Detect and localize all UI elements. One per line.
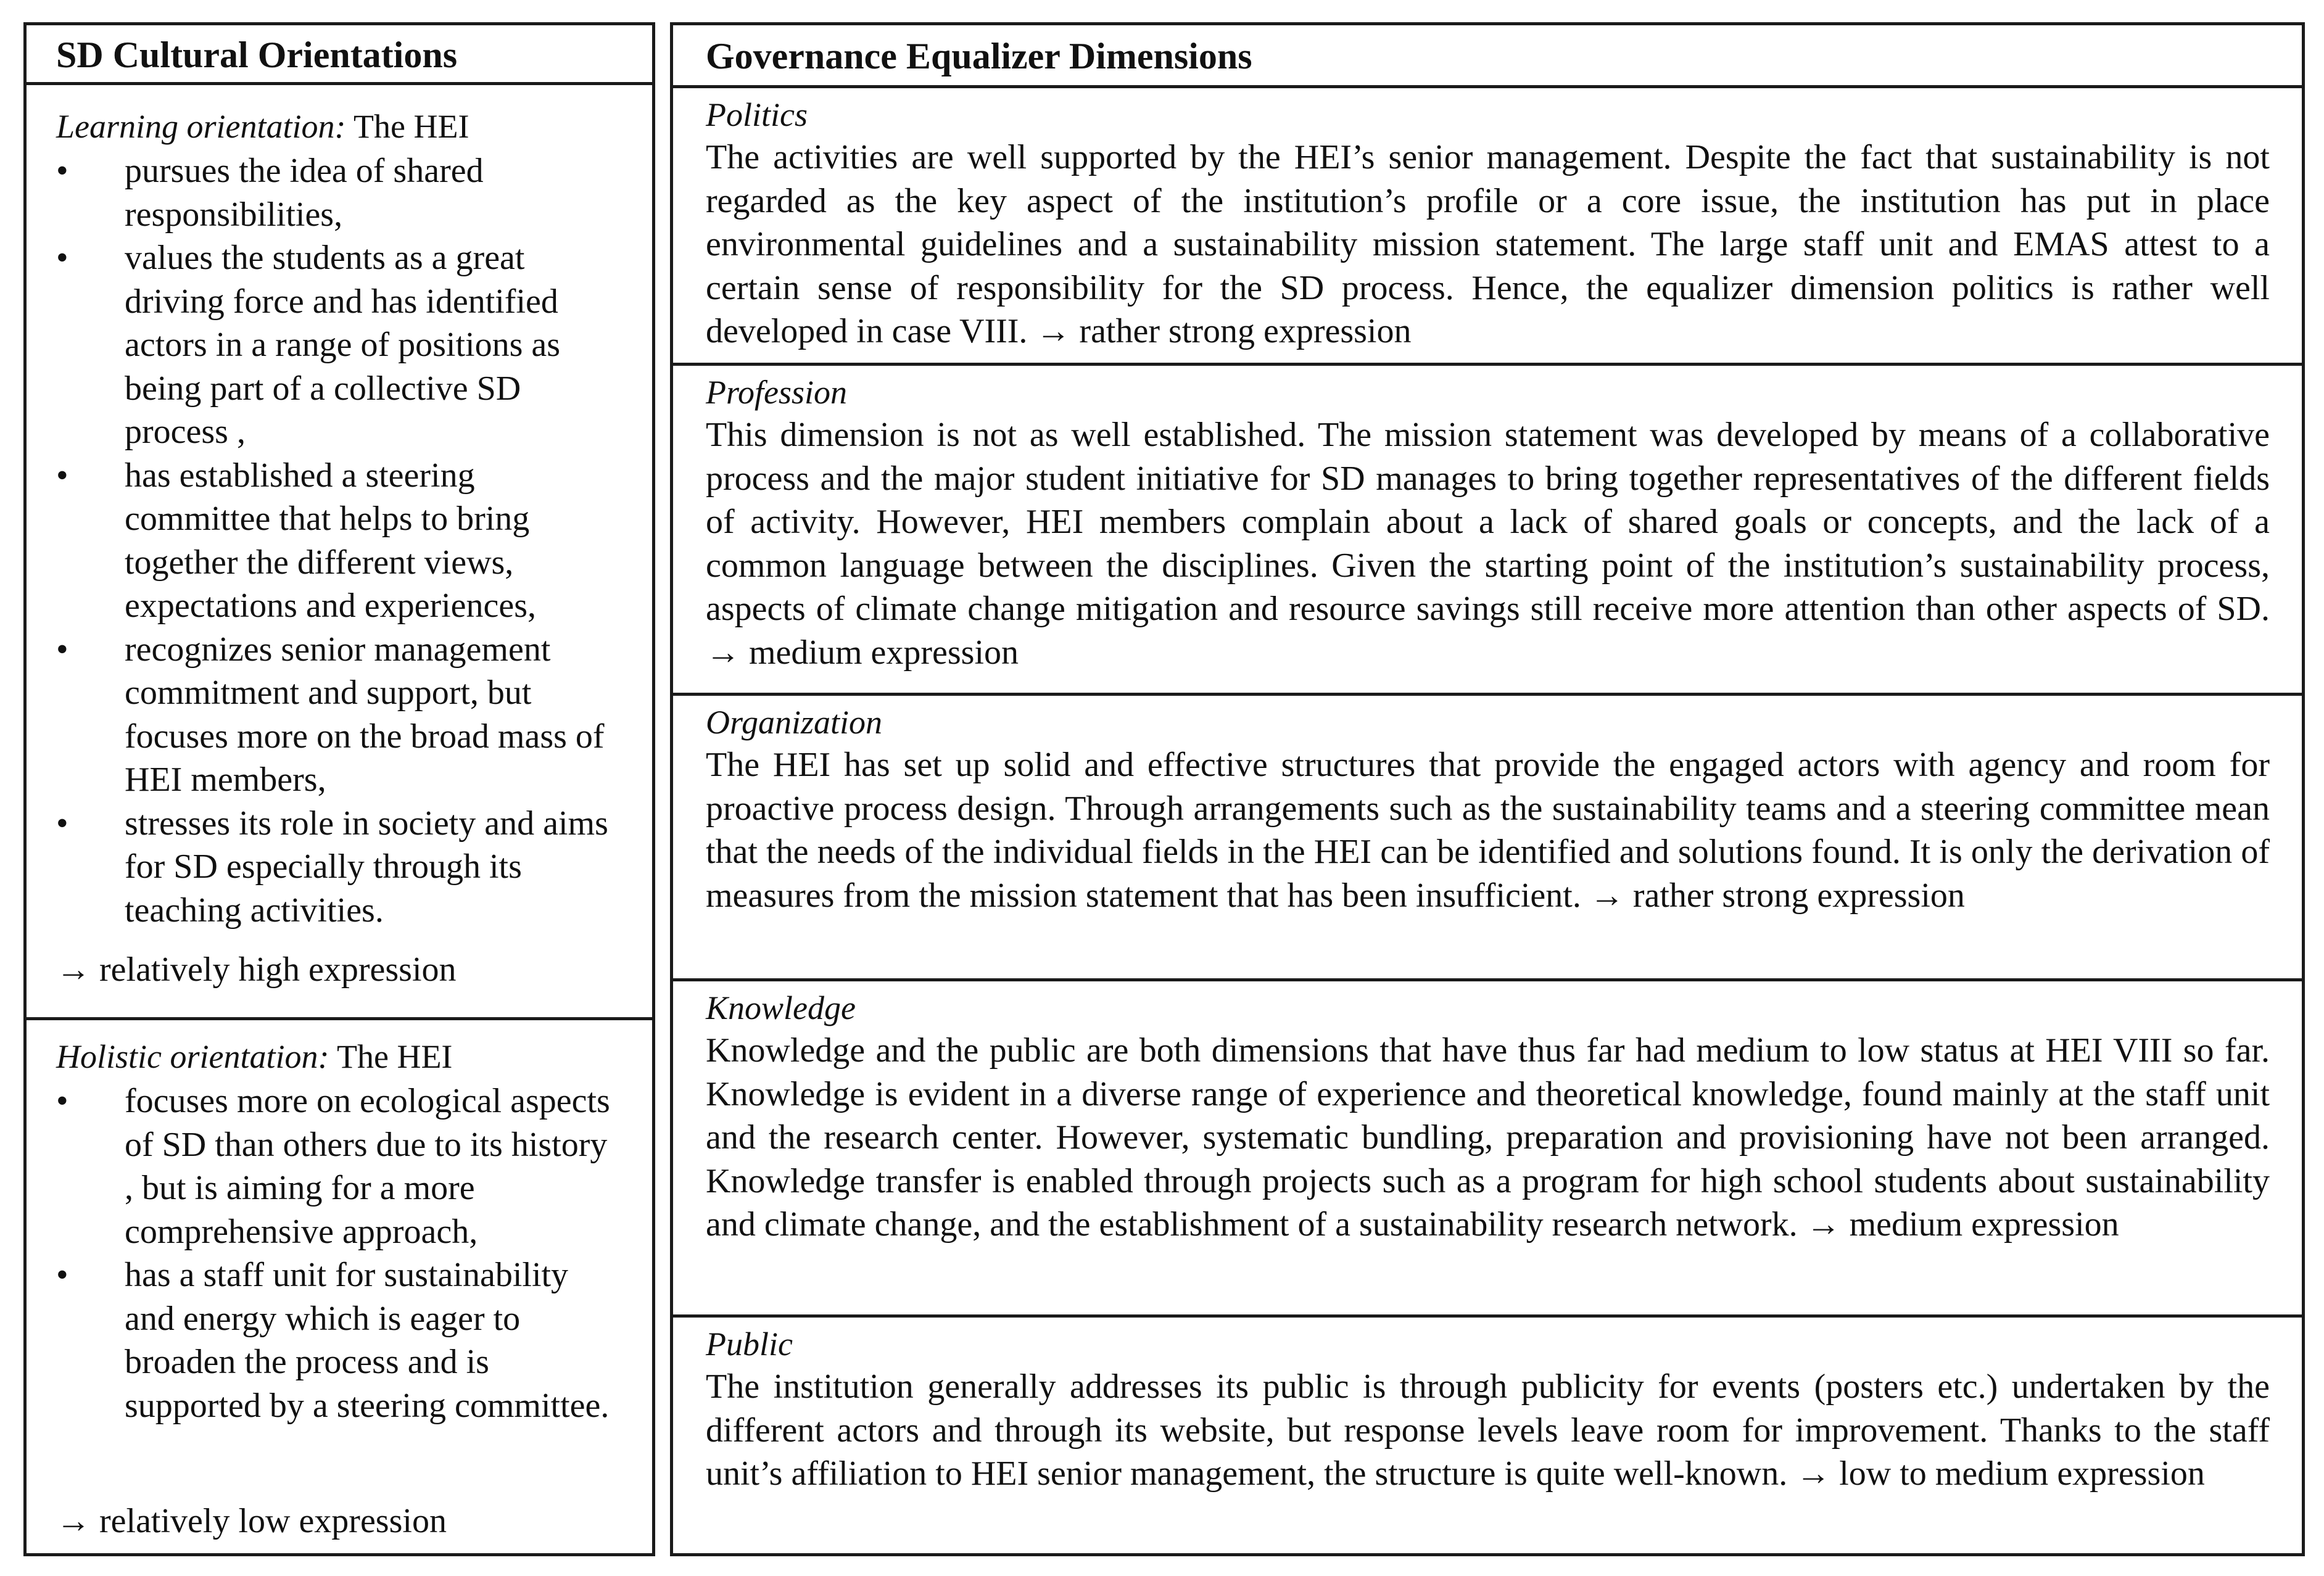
bullet-icon: • (56, 1082, 68, 1120)
left-table-header (27, 25, 652, 85)
public-cell (673, 1318, 2302, 1553)
left-header-title: SD Cultural Orientations (56, 35, 458, 75)
bullet-icon: • (56, 239, 68, 277)
organization-text: The HEI has set up solid and effective structures that provide the engaged actors with agency and room for proactive process design. Through arrangements such as the sustainability teams and a steering committee mean that the needs of the individual fields in the HEI can be identified and solutions found. It is only the derivation of measures from the mission statement that has been insufficient. → rather strong expression (706, 746, 2270, 915)
list-item: • focuses more on ecological aspects of SD than others due to its history , but is aiming for a more comprehensive approach, (56, 1079, 621, 1253)
bullet-icon: • (56, 456, 68, 495)
holistic-orientation-cell (27, 1020, 652, 1553)
profession-cell (673, 366, 2302, 696)
bullet-icon: • (56, 630, 68, 669)
holistic-orientation-subject: The HEI (329, 1038, 453, 1075)
bullet-icon: • (56, 804, 68, 843)
politics-text: The activities are well supported by the HEI’s senior management. Despite the fact that sustainability is not regarded as the key aspect of the institution’s profile or a core issue, the institution has put in place environmental guidelines and a sustainability mission statement. The large staff unit and EMAS attest to a certain sense of responsibility for the SD process. Hence, the equalizer dimension politics is rather well developed in case VIII. → rather strong expression (706, 138, 2270, 351)
learning-orientation-heading (56, 107, 469, 146)
right-table-header (673, 25, 2302, 88)
right-header-title: Governance Equalizer Dimensions (706, 36, 1252, 76)
list-item: • recognizes senior management commitment and support, but focuses more on the broad mass of HEI members, (56, 628, 621, 802)
bullet-icon: • (56, 1256, 68, 1294)
list-item: • has established a steering committee that helps to bring together the different views, expectations and experiences, (56, 454, 621, 628)
learning-orientation-label: Learning orientation: (56, 108, 346, 145)
profession-text: This dimension is not as well established. The mission statement was developed by means of a collaborative process and the major student initiative for SD manages to bring together representatives of the different fields of activity. However, HEI members complain about a lack of shared goals or concepts, and the lack of a common language between the disciplines. Given the starting point of the institution’s sustainability process, aspects of climate change mitigation and resource savings still receive more attention than other aspects of SD. → medium expression (706, 416, 2270, 672)
list-item: • has a staff unit for sustainability and energy which is eager to broaden the process and is supported by a steering committee. (56, 1253, 621, 1427)
politics-title: Politics (706, 96, 808, 133)
holistic-orientation-label: Holistic orientation: (56, 1038, 329, 1075)
organization-cell (673, 696, 2302, 981)
bullet-icon: • (56, 152, 68, 190)
organization-title: Organization (706, 704, 883, 741)
learning-orientation-result: → relatively high expression (56, 951, 457, 989)
knowledge-text: Knowledge and the public are both dimensions that have thus far had medium to low status at HEI VIII so far. Knowledge is evident in a diverse range of experience and theoretical knowledge, found mainly at the staff unit and the research center. However, systematic bundling, preparation and provisioning have not been arranged. Knowledge transfer is enabled through projects such as a program for high school students about sustainability and climate change, and the establishment of a sustainability research network. → medium expression (706, 1031, 2270, 1244)
public-text: The institution generally addresses its public is through publicity for events (posters etc.) undertaken by the different actors and through its website, but response levels leave room for improvement. Thanks to the staff unit’s affiliation to HEI senior management, the structure is quite well-known. → low to medium expression (706, 1368, 2270, 1493)
knowledge-title: Knowledge (706, 989, 856, 1026)
holistic-orientation-result: → relatively low expression (56, 1502, 447, 1540)
list-item: • pursues the idea of shared responsibilities, (56, 149, 621, 236)
politics-cell (673, 88, 2302, 366)
holistic-orientation-list (56, 1079, 621, 1427)
sd-cultural-orientations-table (23, 22, 655, 1556)
governance-equalizer-table (670, 22, 2305, 1556)
learning-orientation-list (56, 149, 621, 932)
list-item: • stresses its role in society and aims for SD especially through its teaching activities. (56, 802, 621, 933)
list-item: • values the students as a great driving force and has identified actors in a range of positions as being part of a collective SD process , (56, 236, 621, 454)
knowledge-cell (673, 981, 2302, 1318)
learning-orientation-subject: The HEI (345, 108, 469, 145)
public-title: Public (706, 1326, 793, 1363)
learning-orientation-cell (27, 85, 652, 1020)
profession-title: Profession (706, 374, 847, 411)
holistic-orientation-heading (56, 1038, 452, 1076)
